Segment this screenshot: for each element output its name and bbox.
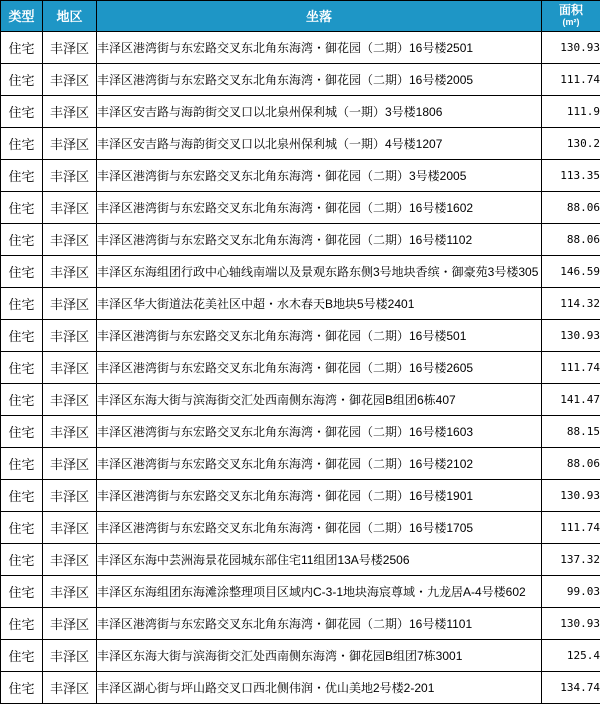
table-row bbox=[1, 448, 600, 480]
table-row bbox=[1, 544, 600, 576]
cell-area: 130.93 bbox=[542, 320, 600, 352]
table-row bbox=[1, 64, 600, 96]
table-body bbox=[1, 32, 600, 704]
cell-district: 丰泽区 bbox=[43, 288, 97, 320]
cell-area: 111.9 bbox=[542, 96, 600, 128]
cell-area: 125.4 bbox=[542, 640, 600, 672]
cell-location: 丰泽区港湾街与东宏路交叉东北角东海湾・御花园（二期）16号楼1602 bbox=[97, 192, 542, 224]
cell-district: 丰泽区 bbox=[43, 96, 97, 128]
table-row bbox=[1, 608, 600, 640]
cell-type: 住宅 bbox=[1, 224, 43, 256]
table-row bbox=[1, 416, 600, 448]
cell-type: 住宅 bbox=[1, 288, 43, 320]
table-row bbox=[1, 288, 600, 320]
cell-type: 住宅 bbox=[1, 64, 43, 96]
header-area-unit: (m²) bbox=[542, 16, 600, 28]
cell-area: 111.74 bbox=[542, 352, 600, 384]
cell-type: 住宅 bbox=[1, 192, 43, 224]
cell-district: 丰泽区 bbox=[43, 32, 97, 64]
table-row bbox=[1, 160, 600, 192]
cell-location: 丰泽区港湾街与东宏路交叉东北角东海湾・御花园（二期）16号楼1101 bbox=[97, 608, 542, 640]
cell-type: 住宅 bbox=[1, 320, 43, 352]
cell-district: 丰泽区 bbox=[43, 640, 97, 672]
header-type: 类型 bbox=[1, 1, 43, 32]
table-row bbox=[1, 672, 600, 704]
table-row bbox=[1, 192, 600, 224]
cell-area: 88.06 bbox=[542, 224, 600, 256]
cell-type: 住宅 bbox=[1, 448, 43, 480]
cell-district: 丰泽区 bbox=[43, 320, 97, 352]
cell-area: 113.35 bbox=[542, 160, 600, 192]
cell-location: 丰泽区港湾街与东宏路交叉东北角东海湾・御花园（二期）16号楼501 bbox=[97, 320, 542, 352]
cell-district: 丰泽区 bbox=[43, 544, 97, 576]
cell-area: 130.2 bbox=[542, 128, 600, 160]
cell-location: 丰泽区港湾街与东宏路交叉东北角东海湾・御花园（二期）16号楼2605 bbox=[97, 352, 542, 384]
cell-type: 住宅 bbox=[1, 128, 43, 160]
table-row bbox=[1, 352, 600, 384]
table-row bbox=[1, 480, 600, 512]
cell-area: 134.74 bbox=[542, 672, 600, 704]
cell-location: 丰泽区港湾街与东宏路交叉东北角东海湾・御花园（二期）3号楼2005 bbox=[97, 160, 542, 192]
cell-type: 住宅 bbox=[1, 512, 43, 544]
cell-location: 丰泽区港湾街与东宏路交叉东北角东海湾・御花园（二期）16号楼1901 bbox=[97, 480, 542, 512]
cell-area: 146.59 bbox=[542, 256, 600, 288]
cell-type: 住宅 bbox=[1, 160, 43, 192]
cell-type: 住宅 bbox=[1, 256, 43, 288]
cell-location: 丰泽区港湾街与东宏路交叉东北角东海湾・御花园（二期）16号楼2005 bbox=[97, 64, 542, 96]
cell-type: 住宅 bbox=[1, 384, 43, 416]
table-row bbox=[1, 224, 600, 256]
cell-district: 丰泽区 bbox=[43, 384, 97, 416]
cell-district: 丰泽区 bbox=[43, 256, 97, 288]
cell-district: 丰泽区 bbox=[43, 128, 97, 160]
cell-area: 141.47 bbox=[542, 384, 600, 416]
cell-type: 住宅 bbox=[1, 672, 43, 704]
table-row bbox=[1, 576, 600, 608]
cell-district: 丰泽区 bbox=[43, 224, 97, 256]
cell-district: 丰泽区 bbox=[43, 64, 97, 96]
header-district: 地区 bbox=[43, 1, 97, 32]
cell-district: 丰泽区 bbox=[43, 512, 97, 544]
cell-area: 99.03 bbox=[542, 576, 600, 608]
cell-area: 88.06 bbox=[542, 192, 600, 224]
cell-location: 丰泽区安吉路与海韵街交叉口以北泉州保利城（一期）4号楼1207 bbox=[97, 128, 542, 160]
cell-type: 住宅 bbox=[1, 480, 43, 512]
cell-area: 130.93 bbox=[542, 608, 600, 640]
cell-district: 丰泽区 bbox=[43, 160, 97, 192]
cell-district: 丰泽区 bbox=[43, 480, 97, 512]
cell-district: 丰泽区 bbox=[43, 192, 97, 224]
cell-type: 住宅 bbox=[1, 544, 43, 576]
cell-area: 88.15 bbox=[542, 416, 600, 448]
cell-area: 88.06 bbox=[542, 448, 600, 480]
cell-location: 丰泽区东海组团东海滩涂整理项目区域内C-3-1地块海宸尊域・九龙居A-4号楼602 bbox=[97, 576, 542, 608]
table-row bbox=[1, 320, 600, 352]
table-header bbox=[1, 1, 600, 32]
cell-location: 丰泽区港湾街与东宏路交叉东北角东海湾・御花园（二期）16号楼1102 bbox=[97, 224, 542, 256]
cell-area: 111.74 bbox=[542, 512, 600, 544]
cell-type: 住宅 bbox=[1, 96, 43, 128]
cell-type: 住宅 bbox=[1, 640, 43, 672]
cell-district: 丰泽区 bbox=[43, 608, 97, 640]
cell-type: 住宅 bbox=[1, 416, 43, 448]
cell-area: 137.32 bbox=[542, 544, 600, 576]
table-row bbox=[1, 32, 600, 64]
header-row bbox=[1, 1, 600, 32]
cell-location: 丰泽区华大街道法花美社区中超・水木春天B地块5号楼2401 bbox=[97, 288, 542, 320]
cell-district: 丰泽区 bbox=[43, 416, 97, 448]
cell-type: 住宅 bbox=[1, 608, 43, 640]
header-area-label: 面积 bbox=[559, 3, 583, 17]
cell-location: 丰泽区湖心街与坪山路交叉口西北侧伟润・优山美地2号楼2-201 bbox=[97, 672, 542, 704]
cell-location: 丰泽区东海大街与滨海街交汇处西南侧东海湾・御花园B组团6栋407 bbox=[97, 384, 542, 416]
header-area bbox=[542, 1, 600, 32]
cell-location: 丰泽区港湾街与东宏路交叉东北角东海湾・御花园（二期）16号楼2501 bbox=[97, 32, 542, 64]
table-row bbox=[1, 512, 600, 544]
cell-location: 丰泽区东海中芸洲海景花园城东部住宅11组团13A号楼2506 bbox=[97, 544, 542, 576]
cell-location: 丰泽区港湾街与东宏路交叉东北角东海湾・御花园（二期）16号楼1603 bbox=[97, 416, 542, 448]
cell-location: 丰泽区东海组团行政中心轴线南端以及景观东路东侧3号地块香缤・御豪苑3号楼305 bbox=[97, 256, 542, 288]
cell-district: 丰泽区 bbox=[43, 448, 97, 480]
cell-type: 住宅 bbox=[1, 32, 43, 64]
table-row bbox=[1, 640, 600, 672]
cell-area: 111.74 bbox=[542, 64, 600, 96]
cell-area: 114.32 bbox=[542, 288, 600, 320]
table-row bbox=[1, 96, 600, 128]
cell-district: 丰泽区 bbox=[43, 576, 97, 608]
header-location: 坐落 bbox=[97, 1, 542, 32]
cell-location: 丰泽区安吉路与海韵街交叉口以北泉州保利城（一期）3号楼1806 bbox=[97, 96, 542, 128]
cell-location: 丰泽区港湾街与东宏路交叉东北角东海湾・御花园（二期）16号楼1705 bbox=[97, 512, 542, 544]
table-row bbox=[1, 384, 600, 416]
cell-location: 丰泽区东海大街与滨海街交汇处西南侧东海湾・御花园B组团7栋3001 bbox=[97, 640, 542, 672]
cell-area: 130.93 bbox=[542, 480, 600, 512]
cell-location: 丰泽区港湾街与东宏路交叉东北角东海湾・御花园（二期）16号楼2102 bbox=[97, 448, 542, 480]
table-row bbox=[1, 256, 600, 288]
cell-type: 住宅 bbox=[1, 576, 43, 608]
cell-type: 住宅 bbox=[1, 352, 43, 384]
cell-area: 130.93 bbox=[542, 32, 600, 64]
cell-district: 丰泽区 bbox=[43, 352, 97, 384]
table-row bbox=[1, 128, 600, 160]
cell-district: 丰泽区 bbox=[43, 672, 97, 704]
